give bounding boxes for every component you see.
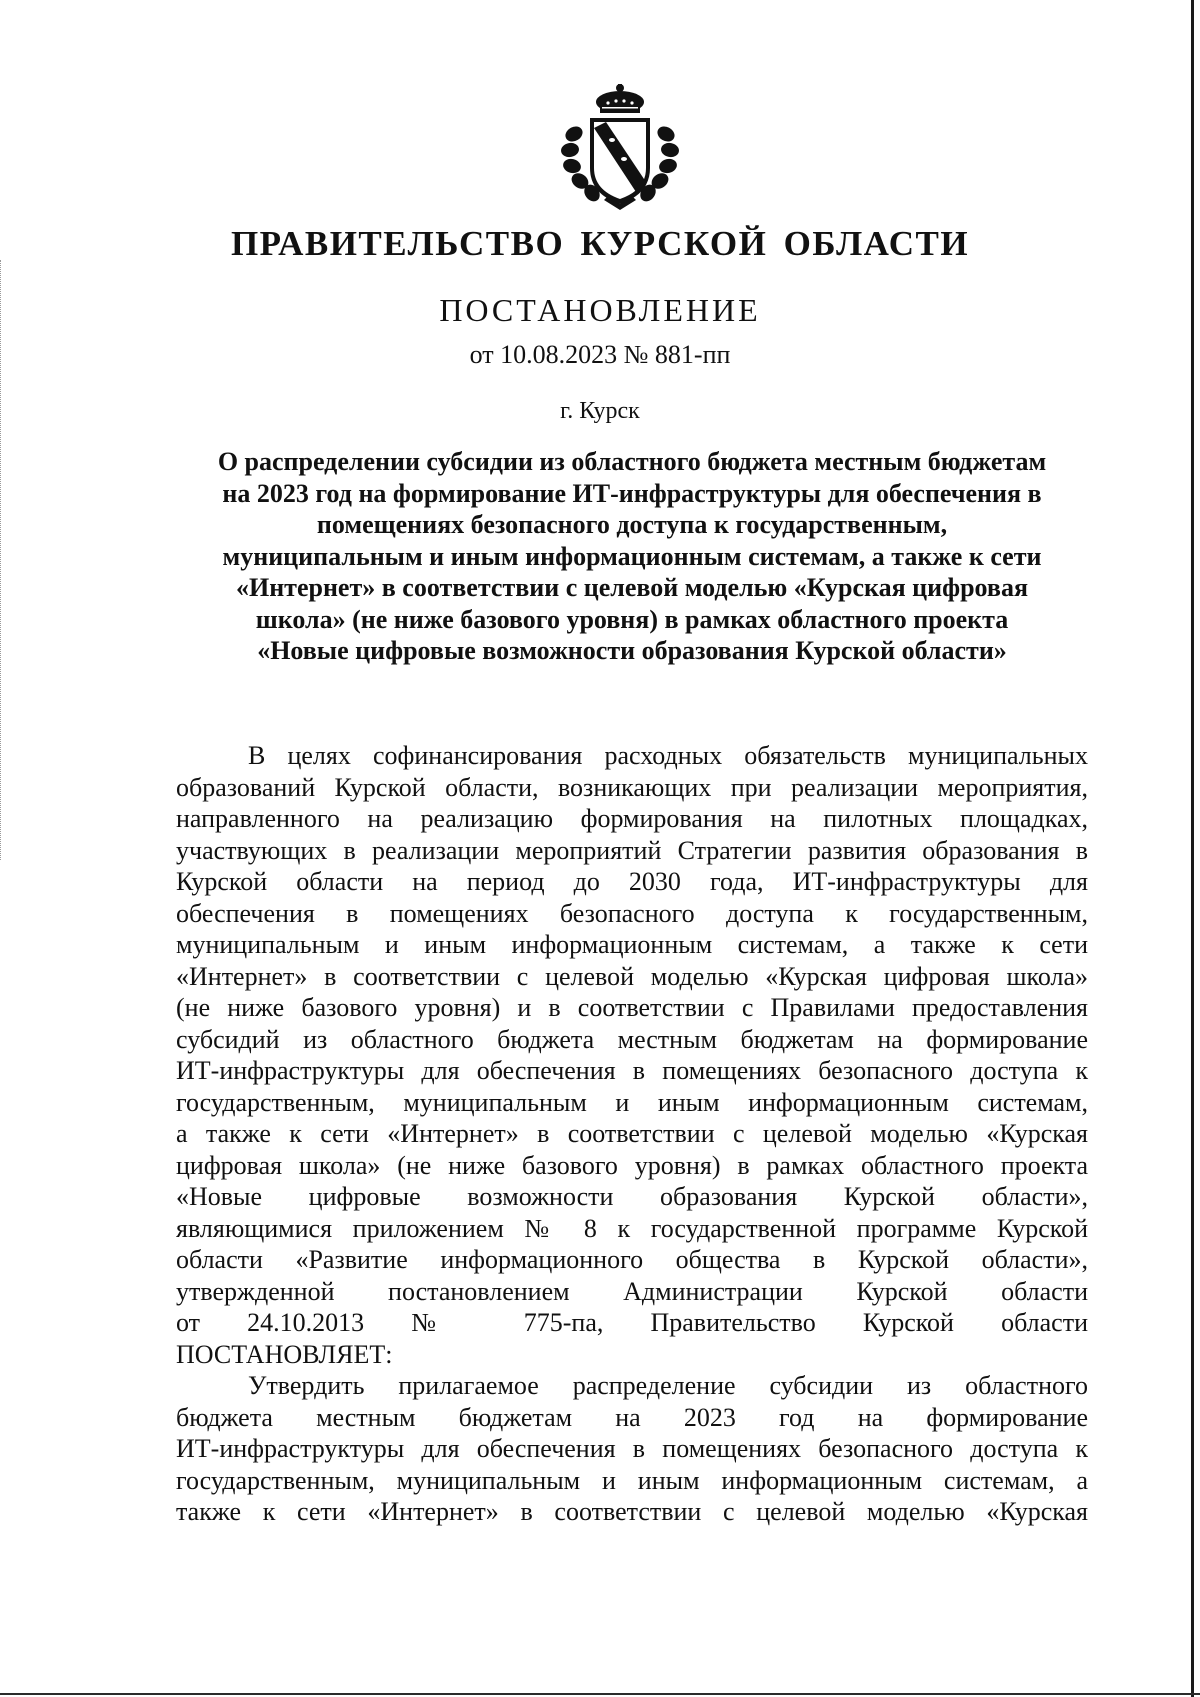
body-line: муниципальным и иным информационным системам, а также к сети <box>176 930 1088 959</box>
body-line: образований Курской области, возникающих при реализации мероприятия, <box>176 772 1088 802</box>
body-line: субсидий из областного бюджета местным бюджетам на формирование <box>176 1024 1088 1054</box>
document-date-number: от 10.08.2023 № 881-пп <box>469 340 731 369</box>
subject-line: школа» (не ниже базового уровня) в рамках областного проекта <box>255 604 1009 634</box>
body-line: области «Развитие информационного общества в Курской области», <box>176 1245 1088 1274</box>
body-line: участвующих в реализации мероприятий Стратегии развития образования в <box>176 835 1088 865</box>
body-line: направленного на реализацию формирования на пилотных площадках, <box>176 804 1088 833</box>
subject-line: «Интернет» в соответствии с целевой моделью «Курская цифровая <box>235 573 1029 602</box>
scan-border-bottom <box>0 1693 1200 1695</box>
body-line: а также к сети «Интернет» в соответствии с целевой моделью «Курская <box>176 1119 1088 1148</box>
body-line: (не ниже базового уровня) и в соответствии с Правилами предоставления <box>176 993 1088 1022</box>
body-line: от 24.10.2013 № 775-па, Правительство Курской области <box>176 1308 1088 1337</box>
subject-line: муниципальным и иным информационным системам, а также к сети <box>222 541 1042 571</box>
subject-line: «Новые цифровые возможности образования Курской области» <box>257 636 1007 665</box>
body-line: цифровая школа» (не ниже базового уровня) в рамках областного проекта <box>176 1150 1088 1180</box>
body-line: также к сети «Интернет» в соответствии с целевой моделью «Курская <box>176 1497 1088 1526</box>
document-type: ПОСТАНОВЛЕНИЕ <box>439 292 761 328</box>
body-line: обеспечения в помещениях безопасного доступа к государственным, <box>176 898 1088 928</box>
body-line: В целях софинансирования расходных обязательств муниципальных <box>248 741 1088 770</box>
document-city: г. Курск <box>560 398 640 424</box>
body-line: бюджета местным бюджетам на 2023 год на формирование <box>176 1402 1088 1432</box>
body-line: утвержденной постановлением Администрации Курской области <box>176 1276 1088 1306</box>
body-line: являющимися приложением № 8 к государственной программе Курской <box>176 1213 1088 1243</box>
subject-line: на 2023 год на формирование ИТ-инфраструктуры для обеспечения в <box>222 478 1042 508</box>
body-line: ИТ-инфраструктуры для обеспечения в помещениях безопасного доступа к <box>176 1056 1088 1085</box>
subject-line: помещениях безопасного доступа к государственным, <box>316 510 948 539</box>
body-line: государственным, муниципальным и иным информационным системам, <box>176 1087 1088 1117</box>
subject-line: О распределении субсидии из областного бюджета местным бюджетам <box>217 447 1047 476</box>
body-line: Утвердить прилагаемое распределение субсидии из областного <box>248 1371 1088 1400</box>
government-title: ПРАВИТЕЛЬСТВО КУРСКОЙ ОБЛАСТИ <box>230 224 970 263</box>
body-line: Курской области на период до 2030 года, ИТ-инфраструктуры для <box>176 867 1088 896</box>
body-line: «Новые цифровые возможности образования Курской области», <box>176 1182 1088 1211</box>
body-line: ИТ-инфраструктуры для обеспечения в помещениях безопасного доступа к <box>176 1434 1088 1463</box>
body-line: «Интернет» в соответствии с целевой моделью «Курская цифровая школа» <box>176 961 1088 991</box>
kursk-coat-of-arms-icon <box>560 82 680 214</box>
document-subject <box>176 446 1088 667</box>
document-body <box>176 740 1088 1528</box>
body-line: ПОСТАНОВЛЯЕТ: <box>176 1339 393 1369</box>
body-line: государственным, муниципальным и иным информационным системам, а <box>176 1465 1088 1495</box>
